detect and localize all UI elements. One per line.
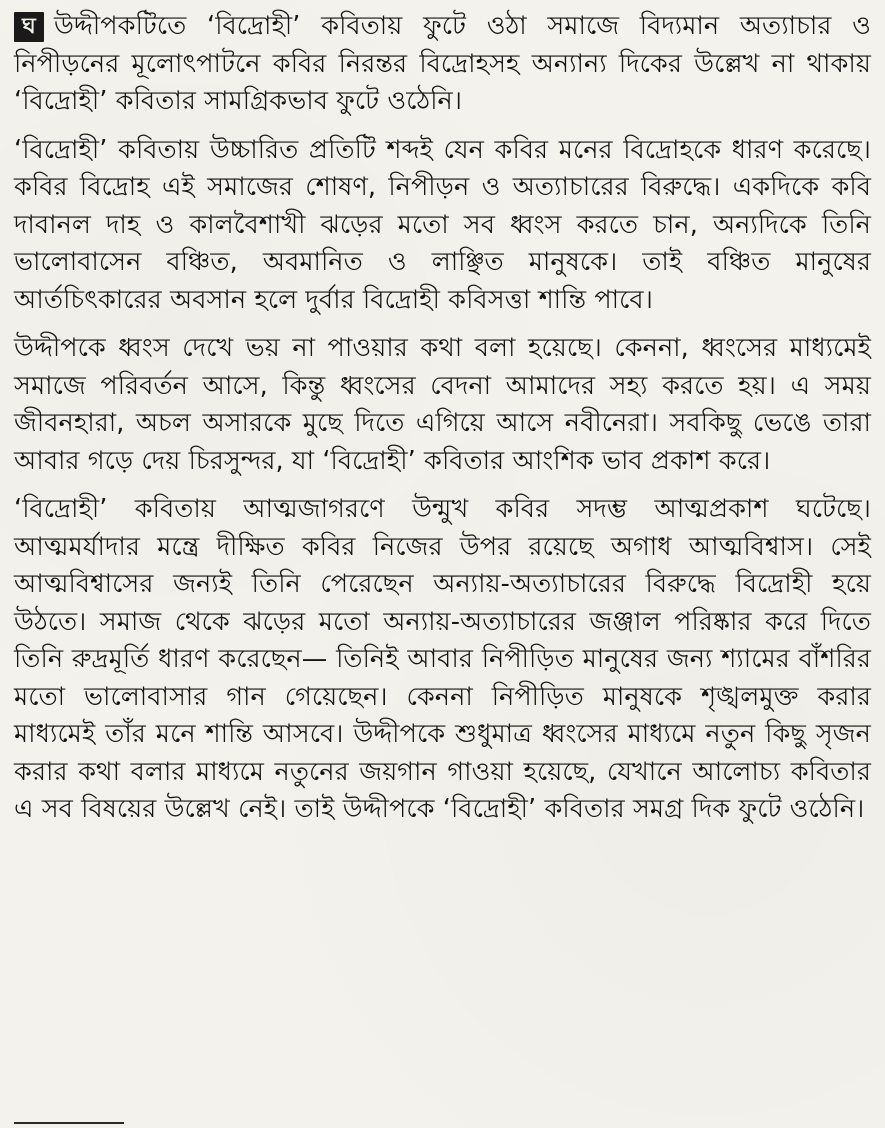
answer-paragraph-1 bbox=[14, 8, 871, 121]
answer-paragraph-4: ‘বিদ্রোহী’ কবিতায় আত্মজাগরণে উন্মুখ কবির সদম্ভ আত্মপ্রকাশ ঘটেছে। আত্মমর্যাদার মন্ত্রে দীক্ষিত কবির নিজের উপর রয়েছে অগাধ আত্মবিশ্বাস। সেই আত্মবিশ্বাসের জন্যই তিনি পেরেছেন অন্যায়-অত্যাচারের বিরুদ্ধে বিদ্রোহী হয়ে উঠতে। সমাজ থেকে ঝড়ের মতো অন্যায়-অত্যাচারের জঞ্জাল পরিষ্কার করে দিতে তিনি রুদ্রমূর্তি ধারণ করেছেন— তিনিই আবার নিপীড়িত মানুষের জন্য শ্যামের বাঁশরির মতো ভালোবাসার গান গেয়েছেন। কেননা নিপীড়িত মানুষকে শৃঙ্খলমুক্ত করার মাধ্যমেই তাঁর মনে শান্তি আসবে। উদ্দীপকে শুধুমাত্র ধ্বংসের মাধ্যমে নতুন কিছু সৃজন করার কথা বলার মাধ্যমে নতুনের জয়গান গাওয়া হয়েছে, যেখানে আলোচ্য কবিতার এ সব বিষয়ের উল্লেখ নেই। তাই উদ্দীপকে ‘বিদ্রোহী’ কবিতার সমগ্র দিক ফুটে ওঠেনি। bbox=[14, 494, 871, 824]
bottom-divider bbox=[14, 1122, 124, 1124]
paragraph-text: উদ্দীপকটিতে ‘বিদ্রোহী’ কবিতায় ফুটে ওঠা সমাজে বিদ্যমান অত্যাচার ও নিপীড়নের মূলোৎপাটনে কবির নিরন্তর বিদ্রোহসহ অন্যান্য দিকের উল্লেখ না থাকায় ‘বিদ্রোহী’ কবিতার সামগ্রিকভাব ফুটে ওঠেনি। bbox=[14, 11, 871, 116]
question-marker-badge: ঘ bbox=[14, 12, 44, 42]
answer-paragraph-3: উদ্দীপকে ধ্বংস দেখে ভয় না পাওয়ার কথা বলা হয়েছে। কেননা, ধ্বংসের মাধ্যমেই সমাজে পরিবর্তন আসে, কিন্তু ধ্বংসের বেদনা আমাদের সহ্য করতে হয়। এ সময় জীবনহারা, অচল অসারকে মুছে দিতে এগিয়ে আসে নবীনেরা। সবকিছু ভেঙে তারা আবার গড়ে দেয় চিরসুন্দর, যা ‘বিদ্রোহী’ কবিতার আংশিক ভাব প্রকাশ করে। bbox=[14, 333, 871, 476]
answer-paragraph-2: ‘বিদ্রোহী’ কবিতায় উচ্চারিত প্রতিটি শব্দই যেন কবির মনের বিদ্রোহকে ধারণ করেছে। কবির বিদ্রোহ এই সমাজের শোষণ, নিপীড়ন ও অত্যাচারের বিরুদ্ধে। একদিকে কবি দাবানল দাহ ও কালবৈশাখী ঝড়ের মতো সব ধ্বংস করতে চান, অন্যদিকে তিনি ভালোবাসেন বঞ্চিত, অবমানিত ও লাঞ্ছিত মানুষকে। তাই বঞ্চিত মানুষের আর্তচিৎকারের অবসান হলে দুর্বার বিদ্রোহী কবিসত্তা শান্তি পাবে। bbox=[14, 134, 871, 315]
